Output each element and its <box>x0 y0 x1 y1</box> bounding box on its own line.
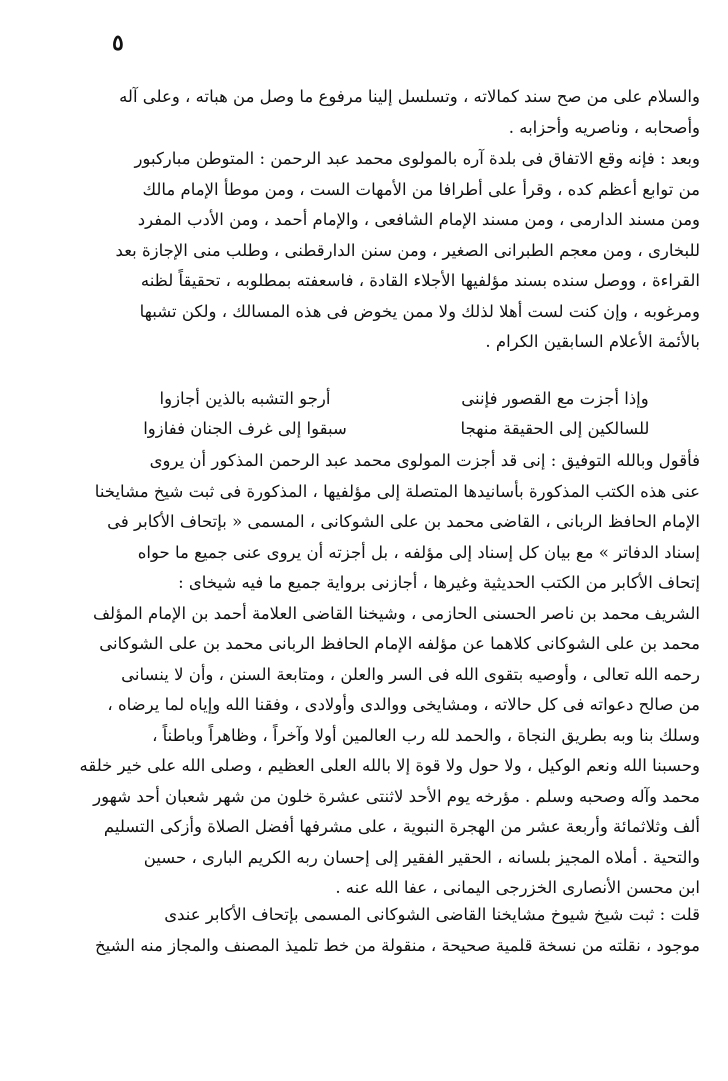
text-line: إتحاف الأكابر من الكتب الحديثية وغيرها ، أجازنى برواية جميع ما فيه شيخاى : <box>178 573 700 592</box>
text-line: إسناد الدفاتر » مع بيان كل إسناد إلى مؤلفه ، بل أجزته أن يروى عنى جميع ما حواه <box>137 542 700 562</box>
text-line: فأقول وبالله التوفيق : إنى قد أجزت المولوى محمد عبد الرحمن المذكور أن يروى <box>149 451 700 470</box>
text-line: محمد وآله وصحبه وسلم . مؤرخه يوم الأحد لاثنتى عشرة خلون من شهر شعبان أحد شهور <box>93 786 700 806</box>
text-line: وأصحابه ، وناصريه وأحزابه . <box>508 117 700 137</box>
note-paragraph <box>60 900 700 961</box>
text-line: والتحية . أملاه المجيز بلسانه ، الحقير الفقير إلى إحسان ربه الكريم البارى ، حسين <box>143 847 700 867</box>
poem-verse <box>120 384 680 414</box>
poem-verse <box>120 414 680 444</box>
text-line: عنى هذه الكتب المذكورة بأسانيدها المتصلة إلى مؤلفيها ، المذكورة فى ثبت شيخ مشايخنا <box>94 481 700 501</box>
main-paragraph <box>60 446 700 904</box>
text-line: رحمه الله تعالى ، وأوصيه بتقوى الله فى السر والعلن ، ومتابعة السنن ، وأن لا ينسانى <box>121 664 700 684</box>
verse-first-hemistich: وإذا أجزت مع القصور فإننى <box>461 389 649 408</box>
text-line: الإمام الحافظ الربانى ، القاضى محمد بن على الشوكانى ، المسمى « بإتحاف الأكابر فى <box>107 512 700 531</box>
text-line: وبعد : فإنه وقع الاتفاق فى بلدة آره بالمولوى محمد عبد الرحمن : المتوطن مباركبور <box>134 149 700 168</box>
text-line: القراءة ، ووصل سنده بسند مؤلفيها الأجلاء القادة ، فاسعفته بمطلوبه ، تحقيقاً لظنه <box>140 271 700 290</box>
text-line: قلت : ثبت شيخ شيوخ مشايخنا القاضى الشوكانى المسمى بإتحاف الأكابر عندى <box>164 905 700 924</box>
opening-paragraph <box>60 82 700 143</box>
text-line: من صالح دعواته فى كل حالاته ، ومشايخى ووالدى وأولادى ، وفقنا الله وإياه لما يرضاه ، <box>107 695 700 714</box>
text-line: وسلك بنا وبه بطريق النجاة ، والحمد لله رب العالمين أولا وآخراً ، وظاهراً وباطناً ، <box>152 725 700 745</box>
verse-first-hemistich: للسالكين إلى الحقيقة منهجا <box>460 419 650 438</box>
page-number: ٥ <box>112 30 124 56</box>
text-line: ألف وثلاثمائة وأربعة عشر من الهجرة النبوية ، على مشرفها أفضل الصلاة وأزكى التسليم <box>103 817 700 836</box>
text-line: ومن مسند الدارمى ، ومن مسند الإمام الشافعى ، والإمام أحمد ، ومن الأدب المفرد <box>137 210 700 229</box>
text-line: وحسبنا الله ونعم الوكيل ، ولا حول ولا قوة إلا بالله العلى العظيم ، وصلى الله على خير خلقه <box>79 756 700 775</box>
text-line: والسلام على من صح سند كمالاته ، وتسلسل إلينا مرفوع ما وصل من هباته ، وعلى آله <box>119 87 700 106</box>
intro-paragraph <box>60 144 700 358</box>
verse-second-hemistich: أرجو التشبه بالذين أجازوا <box>159 389 331 408</box>
text-line: ابن محسن الأنصارى الخزرجى اليمانى ، عفا الله عنه . <box>335 878 700 897</box>
text-line: الشريف محمد بن ناصر الحسنى الحازمى ، وشيخنا القاضى العلامة أحمد بن الإمام المؤلف <box>92 603 700 623</box>
text-line: للبخارى ، ومن معجم الطبرانى الصغير ، ومن سنن الدارقطنى ، وطلب منى الإجازة بعد <box>115 240 700 260</box>
verse-second-hemistich: سبقوا إلى غرف الجنان ففازوا <box>143 419 347 438</box>
text-line: موجود ، نقلته من نسخة قلمية صحيحة ، منقولة من خط تلميذ المصنف والمجاز منه الشيخ <box>94 935 700 955</box>
text-line: ومرغوبه ، وإن كنت لست أهلا لذلك ولا ممن يخوض فى هذه المسالك ، ولكن تشبها <box>139 301 700 321</box>
text-line: محمد بن على الشوكانى كلاهما عن مؤلفه الإمام الحافظ الربانى محمد بن على الشوكانى <box>99 634 700 653</box>
text-line: بالأئمة الأعلام السابقين الكرام . <box>485 332 700 351</box>
text-line: من توابع أعظم كده ، وقرأ على أطرافا من الأمهات الست ، ومن موطأ الإمام مالك <box>142 179 700 199</box>
